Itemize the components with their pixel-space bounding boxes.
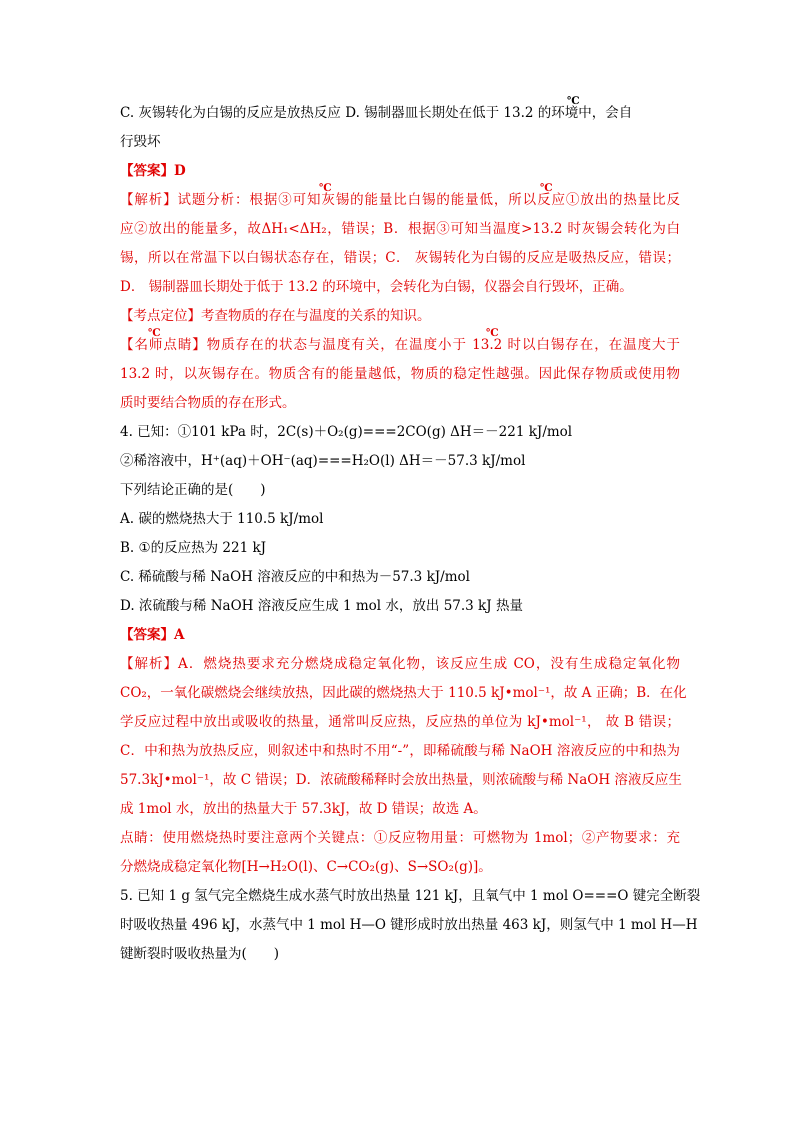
line-text: 13.2 时，以灰锡存在。物质含有的能量越低，物质的稳定性越强。因此保存物质或使用物: [120, 366, 680, 382]
document-body: [120, 95, 701, 969]
line-text: D． 锡制器皿长期处于低于 13.2 的环境中，会转化为白锡，仪器会自行毁坏，正确。: [120, 279, 633, 295]
line-text: 【答案】D: [120, 163, 186, 179]
text-line: [120, 418, 680, 447]
degree-symbol: ℃: [148, 327, 161, 339]
text-line: [120, 182, 680, 215]
text-line: [120, 940, 680, 969]
text-line: [120, 563, 680, 592]
text-line: [120, 679, 687, 708]
text-line: [120, 128, 680, 157]
line-text: 【名师点睛】物质存在的状态与温度有关，在温度小于 13.2 时以白锡存在，在温度大于: [120, 337, 680, 353]
text-line: [120, 650, 680, 679]
line-text: 57.3kJ•mol⁻¹，故 C 错误；D．浓硫酸稀释时会放出热量，则浓硫酸与稀 NaOH 溶液反应生: [120, 772, 682, 788]
line-text: 【答案】A: [120, 627, 185, 643]
line-text: 点睛：使用燃烧热时要注意两个关键点：①反应物用量：可燃物为 1mol；②产物要求：充: [120, 830, 680, 846]
line-text: 学反应过程中放出或吸收的热量，通常叫反应热，反应热的单位为 kJ•mol⁻¹， 故 B 错误；: [120, 714, 680, 730]
text-line: [120, 911, 698, 940]
degree-symbol: ℃: [540, 182, 553, 194]
line-text: 【解析】A．燃烧热要求充分燃烧成稳定氧化物，该反应生成 CO，没有生成稳定氧化物: [120, 656, 680, 672]
line-text: 成 1mol 水，放出的热量大于 57.3kJ，故 D 错误；故选 A。: [120, 801, 487, 817]
text-line: [120, 360, 680, 389]
text-line: [120, 215, 680, 244]
line-text: A. 碳的燃烧热大于 110.5 kJ/mol: [120, 511, 324, 527]
line-text: 分燃烧成稳定氧化物[H→H₂O(l)、C→CO₂(g)、S→SO₂(g)]。: [120, 859, 492, 875]
line-text: C. 灰锡转化为白锡的反应是放热反应 D. 锡制器皿长期处在低于 13.2 的环境中，会自: [120, 105, 633, 121]
text-line: [120, 592, 680, 621]
line-text: 5. 已知 1 g 氢气完全燃烧生成水蒸气时放出热量 121 kJ，且氧气中 1 mol O===O 键完全断裂: [120, 888, 701, 904]
line-text: 时吸收热量 496 kJ，水蒸气中 1 mol H—O 键形成时放出热量 463 kJ，则氢气中 1 mol H—H: [120, 917, 698, 933]
line-text: 质时要结合物质的存在形式。: [120, 395, 296, 411]
text-line: [120, 447, 680, 476]
text-line: [120, 244, 680, 273]
line-text: D. 浓硫酸与稀 NaOH 溶液反应生成 1 mol 水，放出 57.3 kJ 热量: [120, 598, 523, 614]
text-line: [120, 389, 680, 418]
text-line: [120, 824, 680, 853]
text-line: [120, 795, 680, 824]
text-line: [120, 476, 680, 505]
degree-symbol: ℃: [486, 327, 499, 339]
text-line: [120, 621, 680, 650]
line-text: 下列结论正确的是( ): [120, 482, 266, 498]
degree-symbol: ℃: [319, 182, 332, 194]
text-line: [120, 534, 680, 563]
text-line: [120, 737, 680, 766]
line-text: 应②放出的能量多，故ΔH₁<ΔH₂，错误；B．根据③可知当温度>13.2 时灰锡会转化为白: [120, 221, 680, 237]
text-line: [120, 766, 680, 795]
text-line: [120, 157, 680, 186]
line-text: 4. 已知：①101 kPa 时，2C(s)＋O₂(g)===2CO(g) ΔH＝－221 kJ/mol: [120, 424, 573, 440]
line-text: 【考点定位】考查物质的存在与温度的关系的知识。: [120, 308, 431, 324]
text-line: [120, 327, 680, 360]
text-line: [120, 505, 680, 534]
line-text: B. ①的反应热为 221 kJ: [120, 540, 267, 556]
text-line: [120, 882, 701, 911]
line-text: ②稀溶液中，H⁺(aq)＋OH⁻(aq)===H₂O(l) ΔH＝－57.3 kJ/mol: [120, 453, 526, 469]
line-text: 键断裂时吸收热量为( ): [120, 946, 280, 962]
text-line: [120, 302, 680, 331]
line-text: 行毁坏: [120, 134, 161, 150]
line-text: C. 稀硫酸与稀 NaOH 溶液反应的中和热为－57.3 kJ/mol: [120, 569, 470, 585]
degree-symbol: ℃: [567, 95, 580, 107]
text-line: [120, 273, 680, 302]
text-line: [120, 708, 680, 737]
line-text: 锡，所以在常温下以白锡状态存在，错误；C． 灰锡转化为白锡的反应是吸热反应，错误；: [120, 250, 680, 266]
line-text: 【解析】试题分析：根据③可知灰锡的能量比白锡的能量低，所以反应①放出的热量比反: [120, 192, 680, 208]
line-text: C．中和热为放热反应，则叙述中和热时不用“-”，即稀硫酸与稀 NaOH 溶液反应的中和热为: [120, 743, 680, 759]
line-text: CO₂，一氧化碳燃烧会继续放热，因此碳的燃烧热大于 110.5 kJ•mol⁻¹，故 A 正确；B．在化: [120, 685, 687, 701]
text-line: [120, 95, 680, 128]
text-line: [120, 853, 680, 882]
